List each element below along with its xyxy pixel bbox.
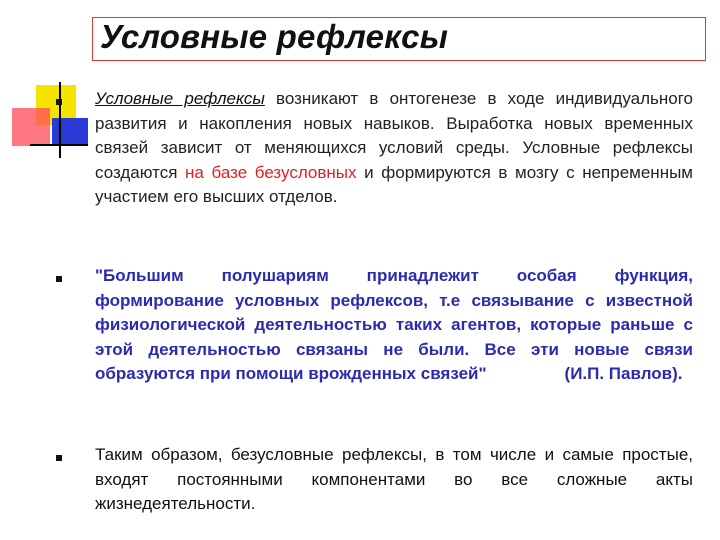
paragraph-1 (95, 87, 693, 210)
paragraph-1-text-a: возникают в онтогенезе в ходе индивидуального развития и накопления новых навыков. Выработка новых временных связей зависит от меняющихся условий среды. Условные рефлексы создаются (95, 89, 693, 182)
bullet-1 (56, 99, 62, 105)
bullet-2 (56, 276, 62, 282)
quote-text: "Большим полушариям принадлежит особая функция, формирование условных рефлексов, т.е связывание с известной физиологической деятельностью таких агентов, которые раньше с этой деятельностью связаны не были. Все эти новые связи образуются при помощи врожденных связей" (95, 266, 693, 383)
decor-vertical-line (59, 82, 61, 158)
paragraph-1-lead: Условные рефлексы (95, 89, 265, 108)
bullet-3 (56, 455, 62, 461)
quote-author: (И.П. Павлов). (564, 364, 683, 383)
page-title: Условные рефлексы (100, 18, 449, 55)
paragraph-1-highlight: на базе безусловных (185, 162, 357, 182)
paragraph-1-text-b: и формируются в мозгу с непременным участием его высших отделов. (95, 162, 693, 206)
paragraph-2-quote (95, 264, 693, 387)
decor-blue-square (52, 118, 88, 146)
paragraph-3: Таким образом, безусловные рефлексы, в том числе и самые простые, входят постоянными компонентами во все сложные акты жизнедеятельности. (95, 445, 693, 513)
decor-red-square (12, 108, 50, 146)
